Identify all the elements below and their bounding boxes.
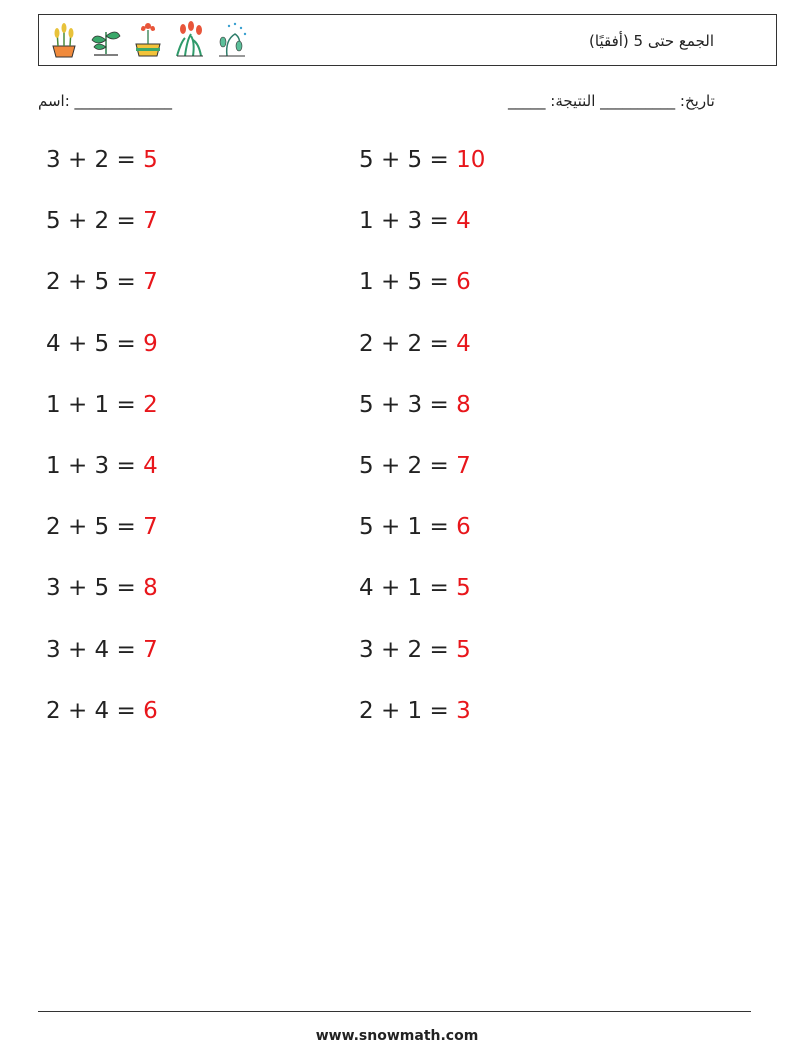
problem-answer: 4: [143, 453, 158, 479]
problem-question: 1 + 3 =: [46, 453, 144, 479]
problem-item: [359, 514, 471, 540]
date-score-field: _____ :تاريخ: __________ النتيجة: [508, 92, 715, 110]
problem-answer: 2: [143, 391, 158, 418]
problem-answer: 6: [143, 697, 158, 724]
problem-answer: 4: [456, 330, 471, 357]
potted-wheat-icon: [47, 20, 81, 60]
header-icons: [47, 20, 249, 60]
problem-item: [46, 637, 158, 663]
problem-answer: 3: [456, 697, 471, 724]
problem-question: 4 + 5 =: [46, 330, 144, 357]
problem-question: 2 + 4 =: [46, 697, 144, 724]
worksheet-header: [38, 14, 777, 66]
watering-plant-icon: [215, 20, 249, 60]
problem-item: [46, 392, 158, 418]
problem-item: [359, 453, 471, 479]
problem-item: [359, 147, 485, 173]
problem-answer: 5: [456, 575, 471, 602]
problem-item: [359, 331, 471, 357]
problem-question: 2 + 1 =: [359, 697, 457, 724]
problem-item: [46, 575, 158, 601]
problem-item: [46, 269, 158, 295]
problem-item: [46, 698, 158, 724]
problem-question: 5 + 5 =: [359, 147, 457, 173]
problem-answer: 5: [143, 147, 158, 173]
problem-question: 5 + 3 =: [359, 391, 457, 418]
problem-question: 2 + 5 =: [46, 514, 144, 541]
problem-item: [46, 331, 158, 357]
problem-answer: 6: [456, 269, 471, 296]
problem-item: [359, 637, 471, 663]
problem-answer: 5: [456, 636, 471, 663]
problem-answer: 10: [456, 147, 486, 173]
footer-divider: [38, 1011, 751, 1012]
problem-answer: 8: [143, 575, 158, 602]
problem-item: [46, 453, 158, 479]
problem-answer: 7: [143, 269, 158, 296]
problem-item: [46, 147, 158, 173]
problem-answer: 7: [143, 208, 158, 235]
problem-question: 3 + 4 =: [46, 636, 144, 663]
problem-answer: 7: [143, 636, 158, 663]
problem-question: 3 + 2 =: [46, 147, 144, 173]
problem-item: [359, 698, 471, 724]
problem-answer: 4: [456, 208, 471, 235]
problem-question: 2 + 5 =: [46, 269, 144, 296]
worksheet-title: الجمع حتى 5 (أفقيًا): [589, 32, 714, 50]
problem-question: 1 + 1 =: [46, 391, 144, 418]
problem-question: 1 + 3 =: [359, 208, 457, 235]
problem-answer: 6: [456, 514, 471, 541]
problem-answer: 7: [143, 514, 158, 541]
problem-question: 5 + 2 =: [46, 208, 144, 235]
name-field: اسم: _____________: [38, 92, 173, 110]
problem-question: 3 + 5 =: [46, 575, 144, 602]
problem-question: 5 + 1 =: [359, 514, 457, 541]
problem-answer: 9: [143, 330, 158, 357]
problem-item: [46, 514, 158, 540]
problem-question: 5 + 2 =: [359, 453, 457, 479]
problem-question: 3 + 2 =: [359, 636, 457, 663]
problem-answer: 7: [456, 453, 471, 479]
grass-tulip-icon: [173, 20, 207, 60]
problem-item: [359, 208, 471, 234]
problem-item: [359, 575, 471, 601]
problem-answer: 8: [456, 391, 471, 418]
problem-question: 4 + 1 =: [359, 575, 457, 602]
problem-question: 2 + 2 =: [359, 330, 457, 357]
problem-item: [359, 269, 471, 295]
sprout-icon: [89, 20, 123, 60]
flower-pot-icon: [131, 20, 165, 60]
problem-item: [359, 392, 471, 418]
problem-question: 1 + 5 =: [359, 269, 457, 296]
problem-item: [46, 208, 158, 234]
footer-url: www.snowmath.com: [315, 1028, 479, 1044]
